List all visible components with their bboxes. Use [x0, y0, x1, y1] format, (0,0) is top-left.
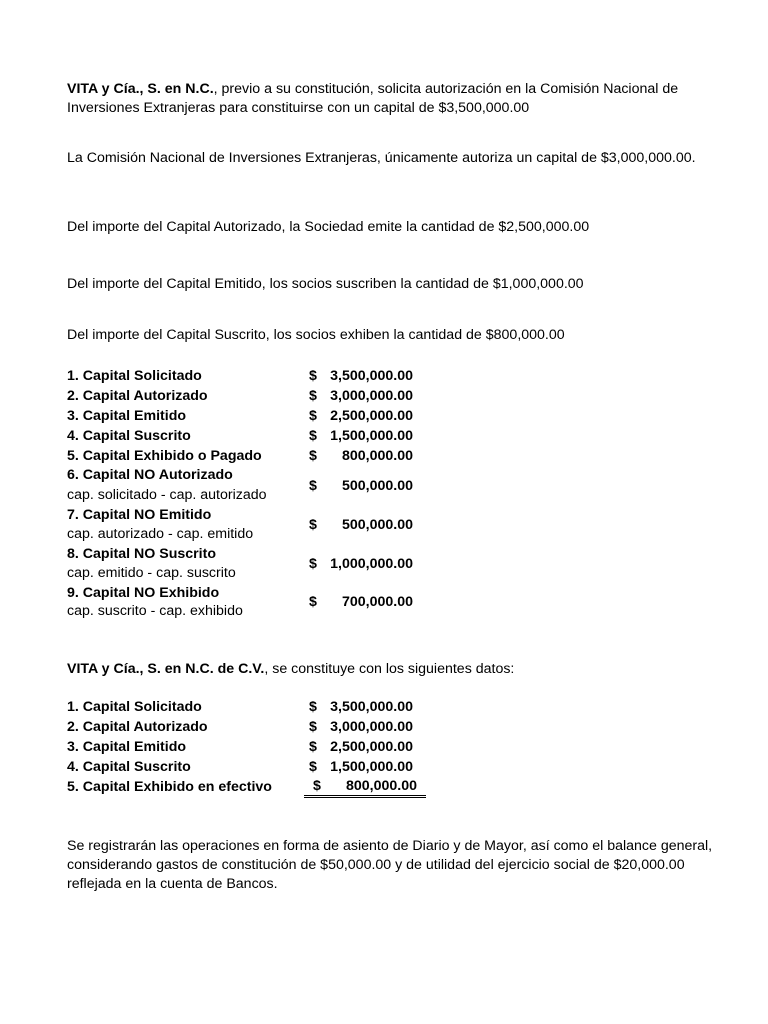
intro-text: , previo a su constitución, solicita autorización en la Comisión Nacional de Inversiones Extranjeras para constituirse con un capital de $3,500,000.00 — [67, 81, 679, 116]
amount-value: 3,000,000.00 — [330, 388, 413, 404]
table-row-label: 1. Capital Solicitado — [67, 699, 202, 715]
currency-symbol: $ — [309, 699, 317, 715]
amount-value: 2,500,000.00 — [330, 739, 413, 755]
table-row-amount — [309, 516, 413, 535]
currency-symbol: $ — [309, 368, 317, 384]
table-row-formula: cap. autorizado - cap. emitido — [67, 526, 254, 542]
closing-paragraph: Se registrarán las operaciones en forma de asiento de Diario y de Mayor, así como el balance general, considerando gastos de constitución de $50,000.00 y de utilidad del ejercicio social de $20,000.00 reflejada en la cuenta de Bancos. — [67, 838, 713, 892]
table-row-label: 8. Capital NO Suscrito — [67, 546, 217, 562]
amount-value: 800,000.00 — [341, 448, 413, 464]
currency-symbol: $ — [309, 388, 317, 404]
table-row-amount — [309, 593, 413, 612]
currency-symbol: $ — [309, 719, 317, 735]
amount-value: 500,000.00 — [341, 478, 413, 494]
company-name: VITA y Cía., S. en N.C. — [67, 81, 214, 97]
paragraph-authorized: La Comisión Nacional de Inversiones Extranjeras, únicamente autoriza un capital de $3,000,000.00. — [67, 150, 696, 166]
table-row-label: 4. Capital Suscrito — [67, 428, 191, 444]
table-row-amount — [309, 447, 413, 466]
table-row-label: 4. Capital Suscrito — [67, 759, 191, 775]
intro-paragraph — [67, 80, 717, 118]
table-row-label: 7. Capital NO Emitido — [67, 507, 212, 523]
amount-value: 500,000.00 — [341, 517, 413, 533]
paragraph-exhibited: Del importe del Capital Suscrito, los socios exhiben la cantidad de $800,000.00 — [67, 327, 565, 343]
amount-value: 3,500,000.00 — [330, 699, 413, 715]
currency-symbol: $ — [309, 556, 317, 572]
amount-value: 800,000.00 — [345, 778, 417, 794]
currency-symbol: $ — [309, 448, 317, 464]
table-row-label: 5. Capital Exhibido en efectivo — [67, 779, 272, 795]
table-row-label: 2. Capital Autorizado — [67, 388, 208, 404]
paragraph-subscribed: Del importe del Capital Emitido, los socios suscriben la cantidad de $1,000,000.00 — [67, 276, 584, 292]
table-row-amount — [309, 407, 413, 426]
table-row-formula: cap. emitido - cap. suscrito — [67, 565, 236, 581]
amount-value: 700,000.00 — [341, 594, 413, 610]
amount-value: 3,000,000.00 — [330, 719, 413, 735]
table-row-amount — [309, 738, 413, 757]
table-row-amount — [309, 477, 413, 496]
table-row-label: 3. Capital Emitido — [67, 408, 187, 424]
currency-symbol: $ — [309, 408, 317, 424]
table-row-amount — [309, 698, 413, 717]
table-row-formula: cap. solicitado - cap. autorizado — [67, 487, 267, 503]
paragraph-issued: Del importe del Capital Autorizado, la Sociedad emite la cantidad de $2,500,000.00 — [67, 219, 590, 235]
table-row-amount — [309, 718, 413, 737]
constitution-paragraph — [67, 660, 717, 679]
amount-value: 2,500,000.00 — [330, 408, 413, 424]
currency-symbol: $ — [309, 428, 317, 444]
table-row-formula: cap. suscrito - cap. exhibido — [67, 603, 243, 619]
amount-value: 1,500,000.00 — [330, 759, 413, 775]
company-name: VITA y Cía., S. en N.C. de C.V. — [67, 661, 265, 677]
table-row-amount — [309, 555, 413, 574]
currency-symbol: $ — [309, 739, 317, 755]
table-row-amount — [309, 367, 413, 386]
table-row-amount-total — [304, 778, 426, 798]
amount-value: 3,500,000.00 — [330, 368, 413, 384]
currency-symbol: $ — [309, 759, 317, 775]
currency-symbol: $ — [309, 517, 317, 533]
amount-value: 1,500,000.00 — [330, 428, 413, 444]
currency-symbol: $ — [309, 478, 317, 494]
currency-symbol: $ — [309, 594, 317, 610]
table-row-label: 9. Capital NO Exhibido — [67, 585, 220, 601]
table-row-label: 5. Capital Exhibido o Pagado — [67, 448, 262, 464]
table-row-amount — [309, 387, 413, 406]
table-row-label: 1. Capital Solicitado — [67, 368, 202, 384]
currency-symbol: $ — [313, 778, 321, 794]
table-row-label: 6. Capital NO Autorizado — [67, 467, 233, 483]
table-row-amount — [309, 427, 413, 446]
table-row-label: 2. Capital Autorizado — [67, 719, 208, 735]
table-row-label: 3. Capital Emitido — [67, 739, 187, 755]
table-row-amount — [309, 758, 413, 777]
amount-value: 1,000,000.00 — [330, 556, 413, 572]
constitution-text: , se constituye con los siguientes datos: — [264, 661, 515, 677]
